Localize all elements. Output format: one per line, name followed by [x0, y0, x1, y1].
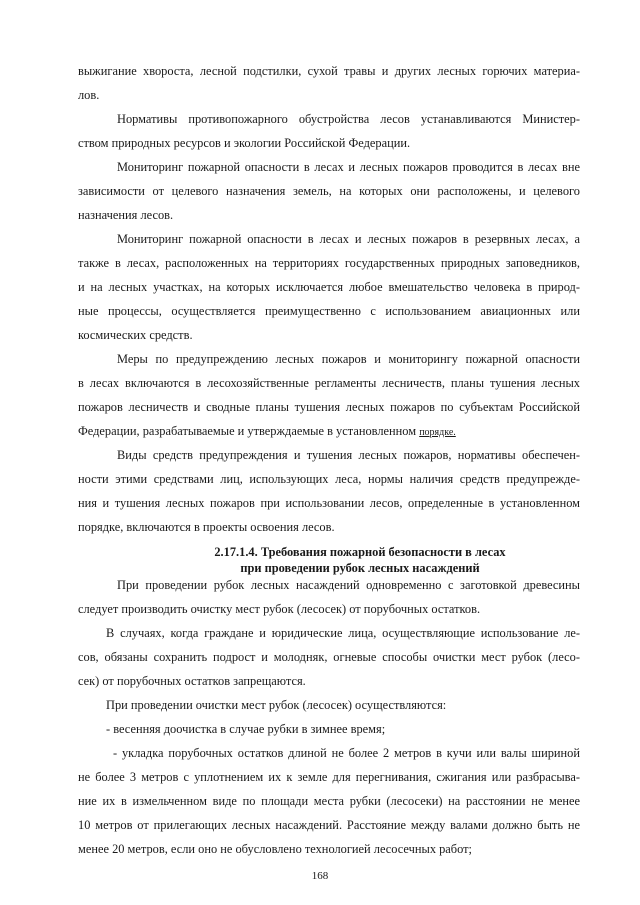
text-line-fragment: Федерации, разрабатываемые и утверждаемые в установленном [78, 424, 417, 438]
text-line: следует производить очистку мест рубок (лесосек) от порубочных остатков. [78, 602, 481, 616]
text-line: в лесах включаются в лесохозяйственные регламенты лесничеств, планы тушения лесных [78, 376, 580, 390]
text-line: ством природных ресурсов и экологии Российской Федерации. [78, 136, 411, 150]
text-line: Мониторинг пожарной опасности в лесах и лесных пожаров в резервных лесах, а [117, 232, 580, 246]
page-number: 168 [311, 870, 329, 882]
text-line: Меры по предупреждению лесных пожаров и мониторингу пожарной опасности [117, 352, 580, 366]
text-line: выжигание хвороста, лесной подстилки, сухой травы и других лесных горючих материа- [78, 64, 580, 78]
list-item: - укладка порубочных остатков длиной не более 2 метров в кучи или валы шириной [113, 746, 580, 760]
text-line: лов. [78, 88, 100, 102]
text-line: космических средств. [78, 328, 193, 342]
text-line: 10 метров от прилегающих лесных насаждений. Расстояние между валами должно быть не [78, 818, 580, 832]
order-link[interactable]: порядке. [419, 427, 456, 438]
text-line: порядке, включаются в проекты освоения лесов. [78, 520, 335, 534]
text-line: ние их в измельченном виде по площади места рубки (лесосеки) на расстоянии не менее [78, 794, 580, 808]
text-line: менее 20 метров, если оно не обусловлено технологией лесосечных работ; [78, 842, 472, 856]
text-line: Мониторинг пожарной опасности в лесах и лесных пожаров проводится в лесах вне [117, 160, 580, 174]
text-line: и на лесных участках, на которых исключается любое вмешательство человека в природ- [78, 280, 580, 294]
list-item: - весенняя доочистка в случае рубки в зимнее время; [106, 722, 386, 736]
text-line: ности этими средствами лиц, использующих леса, нормы наличия средств предупрежде- [78, 472, 580, 486]
text-line: При проведении очистки мест рубок (лесосек) осуществляются: [106, 698, 447, 712]
text-line: пожаров лесничеств и сводные планы тушения лесных пожаров по субъектам Российской [78, 400, 580, 414]
section-heading-line-2: при проведении рубок лесных насаждений [240, 561, 480, 575]
text-line: При проведении рубок лесных насаждений одновременно с заготовкой древесины [117, 578, 580, 592]
text-line: В случаях, когда граждане и юридические лица, осуществляющие использование ле- [106, 626, 580, 640]
section-heading-line-1: 2.17.1.4. Требования пожарной безопасности в лесах [214, 545, 506, 559]
text-line: Виды средств предупреждения и тушения лесных пожаров, нормативы обеспечен- [117, 448, 580, 462]
text-line: сов, обязаны сохранить подрост и молодняк, огневые способы очистки мест рубок (лесо- [78, 650, 580, 664]
text-line: зависимости от целевого назначения земель, на которых они расположены, и целевого [78, 184, 580, 198]
text-line: ния и тушения лесных пожаров при использовании лесов, определенные в установленном [78, 496, 580, 510]
text-line: ные процессы, осуществляется преимущественно с использованием авиационных или [78, 304, 580, 318]
text-line: назначения лесов. [78, 208, 174, 222]
text-line [78, 420, 580, 442]
text-line: также в лесах, расположенных на территориях государственных природных заповедников, [78, 256, 580, 270]
text-line: сек) от порубочных остатков запрещаются. [78, 674, 306, 688]
text-line: Нормативы противопожарного обустройства лесов устанавливаются Министер- [117, 112, 580, 126]
text-line: не более 3 метров с уплотнением их к земле для перегнивания, сжигания или разбрасыва- [78, 770, 580, 784]
